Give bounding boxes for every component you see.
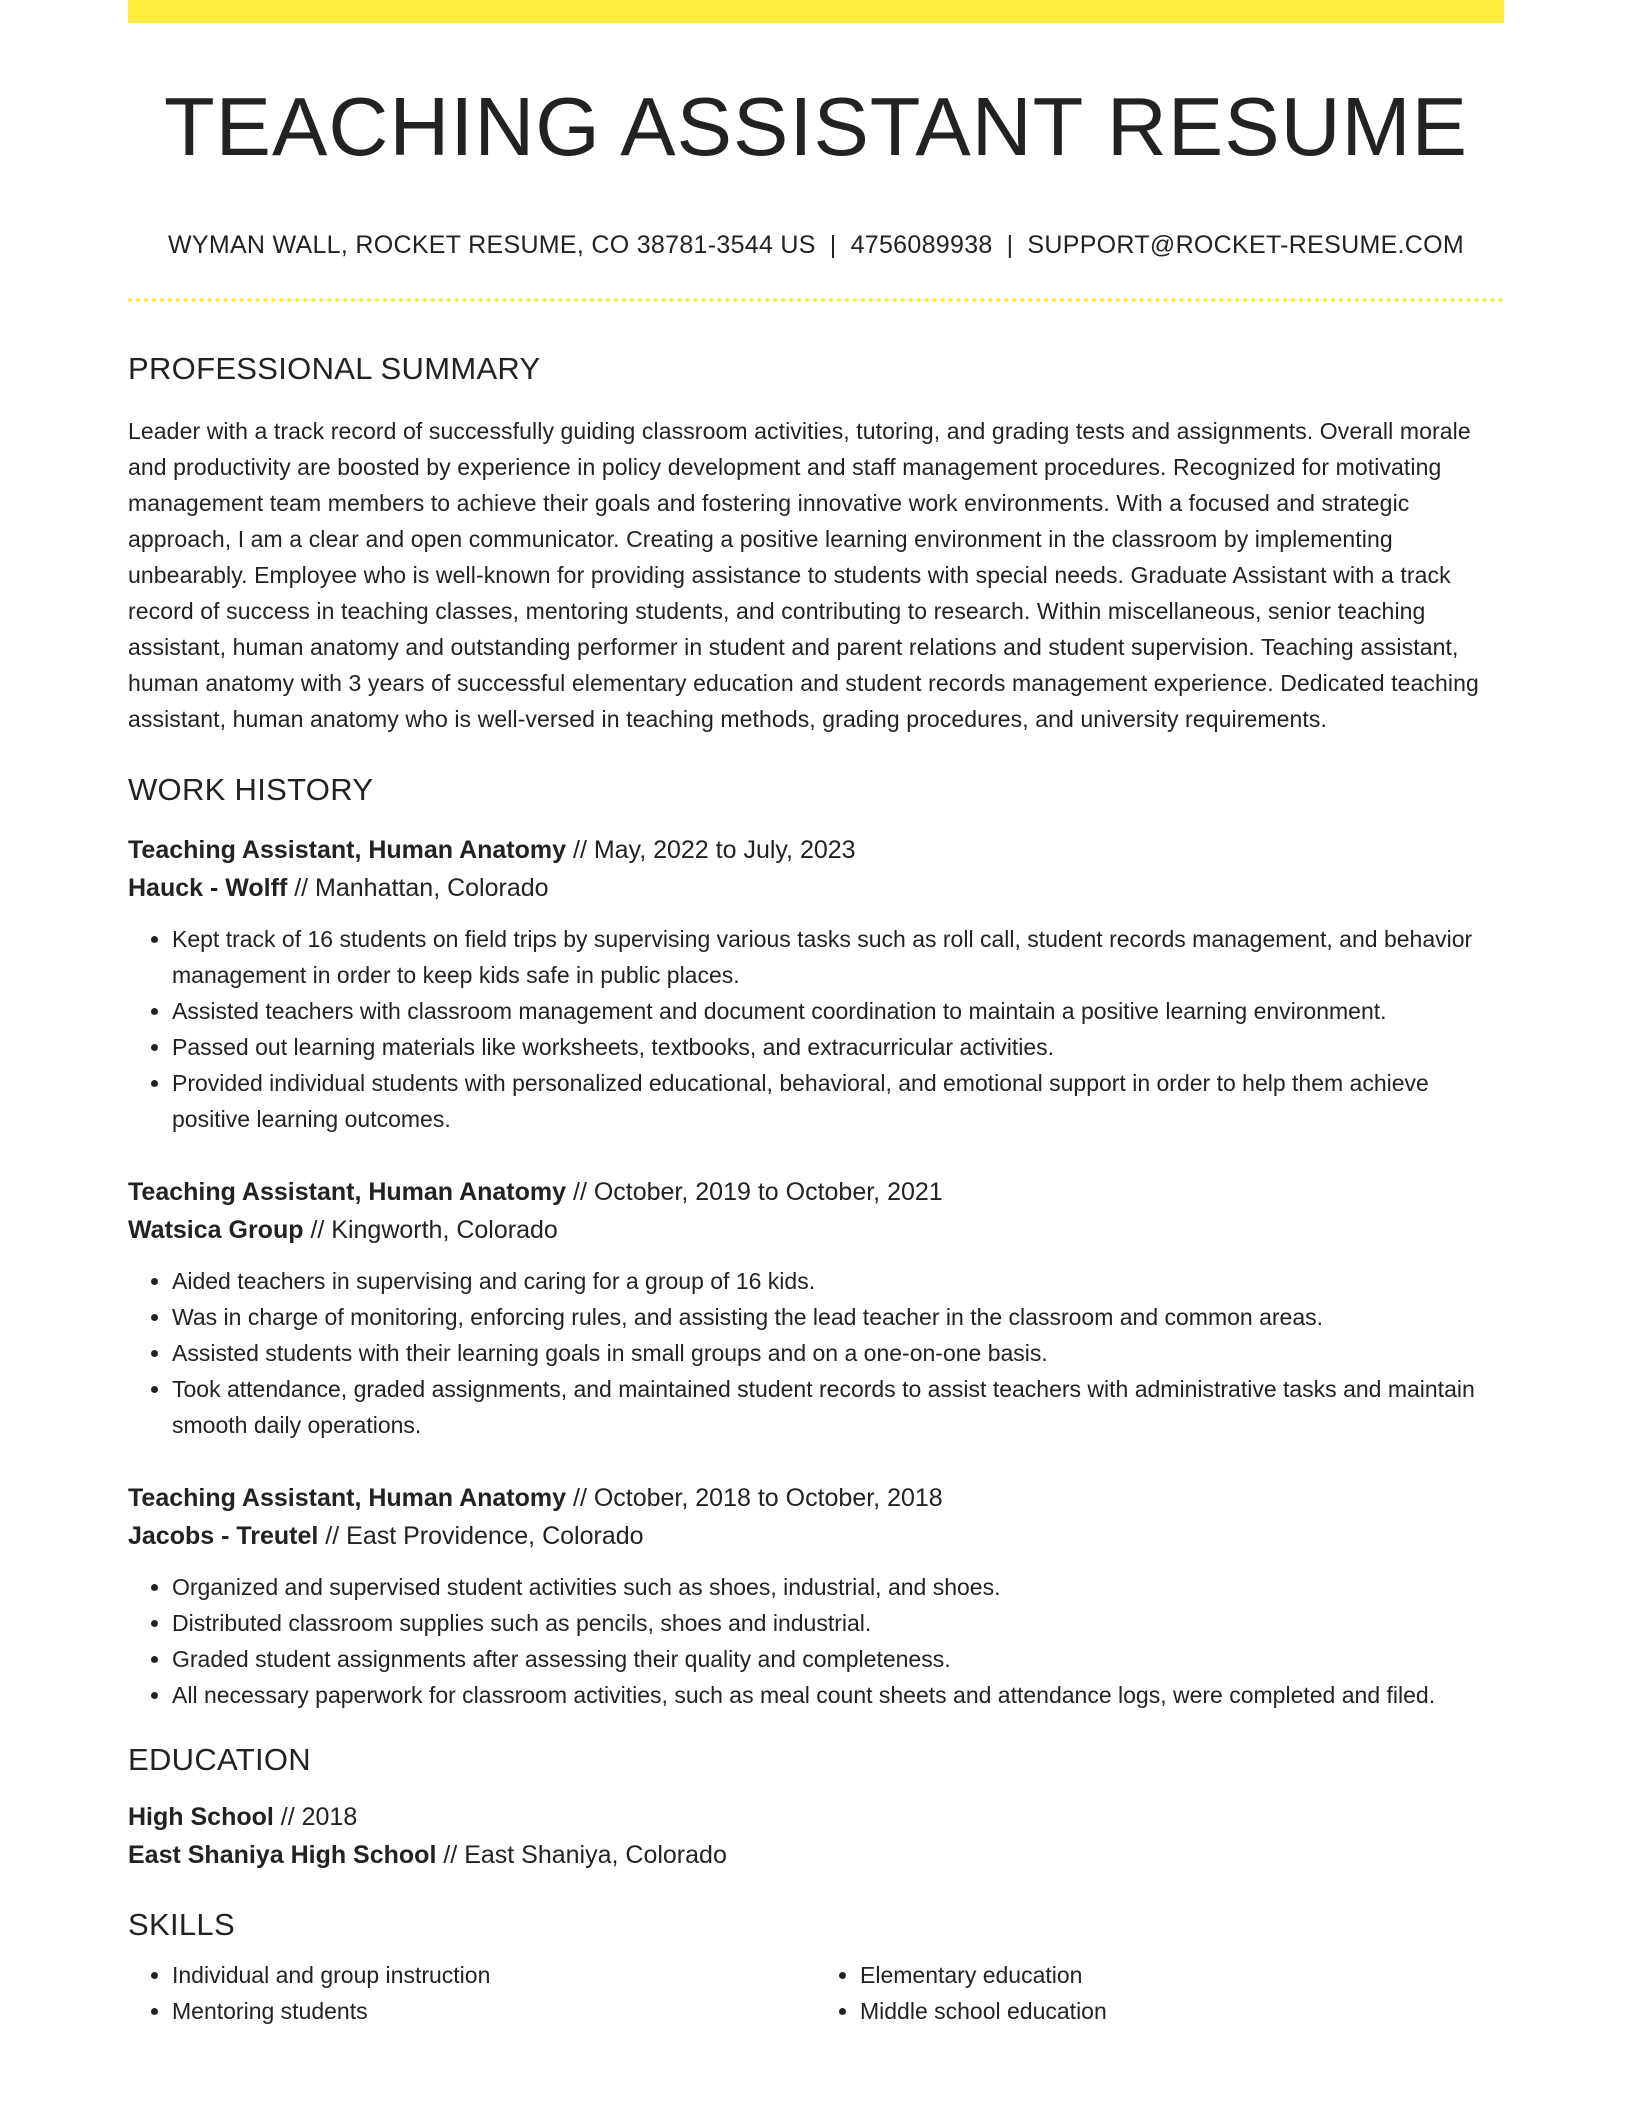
job-bullet: • Assisted teachers with classroom management and document coordination to maintain a positive learning environment.	[172, 993, 1504, 1029]
job-dates: // October, 2019 to October, 2021	[566, 1177, 943, 1206]
skills-right-column	[816, 1957, 1504, 2029]
job-bullet: • All necessary paperwork for classroom activities, such as meal count sheets and attendance logs, were completed and filed.	[172, 1677, 1504, 1713]
education-year: // 2018	[273, 1802, 358, 1831]
education-school: East Shaniya High School	[128, 1840, 437, 1869]
job-location: // Manhattan, Colorado	[287, 873, 549, 902]
job-title-line	[128, 831, 1504, 869]
job-company: Hauck - Wolff	[128, 873, 288, 902]
contact-address: WYMAN WALL, ROCKET RESUME, CO 38781-3544 US	[167, 231, 816, 260]
education-entry	[128, 1798, 1504, 1874]
skills-heading: SKILLS	[128, 1906, 235, 1942]
summary-text: Leader with a track record of successfully guiding classroom activities, tutoring, and grading tests and assignments. Overall morale and productivity are boosted by experience in policy development and staff management procedures. Recognized for motivating management team members to achieve their goals and fostering innovative work environments. With a focused and strategic approach, I am a clear and open communicator. Creating a positive learning environment in the classroom by implementing unbearably. Employee who is well-known for providing assistance to students with special needs. Graduate Assistant with a track record of success in teaching classes, mentoring students, and contributing to research. Within miscellaneous, senior teaching assistant, human anatomy and outstanding performer in student and parent relations and student supervision. Teaching assistant, human anatomy with 3 years of successful elementary education and student records management experience. Dedicated teaching assistant, human anatomy who is well-versed in teaching methods, grading procedures, and university requirements.	[128, 418, 1479, 733]
job-bullet: • Provided individual students with personalized educational, behavioral, and emotional support in order to help them achieve positive learning outcomes.	[172, 1065, 1504, 1137]
job-bullet: • Was in charge of monitoring, enforcing rules, and assisting the lead teacher in the classroom and common areas.	[172, 1299, 1504, 1335]
contact-separator: |	[1006, 231, 1014, 260]
contact-separator: |	[829, 231, 837, 260]
education-degree: High School	[128, 1802, 274, 1831]
job-title: Teaching Assistant, Human Anatomy	[128, 835, 567, 864]
skills-columns	[128, 1957, 1504, 2029]
job-company-line	[128, 869, 1504, 907]
job-bullets	[128, 1263, 1504, 1443]
summary-heading: PROFESSIONAL SUMMARY	[128, 351, 541, 387]
job-bullet: • Graded student assignments after assessing their quality and completeness.	[172, 1641, 1504, 1677]
job-dates: // May, 2022 to July, 2023	[566, 835, 856, 864]
job-location: // Kingworth, Colorado	[303, 1215, 558, 1244]
job-bullets	[128, 921, 1504, 1137]
job-bullet: • Aided teachers in supervising and caring for a group of 16 kids.	[172, 1263, 1504, 1299]
contact-phone: 4756089938	[850, 231, 993, 260]
job-company: Watsica Group	[128, 1215, 304, 1244]
job-bullet: • Kept track of 16 students on field trips by supervising various tasks such as roll call, student records management, and behavior management in order to keep kids safe in public places.	[172, 921, 1504, 993]
job-title: Teaching Assistant, Human Anatomy	[128, 1483, 567, 1512]
resume-title: TEACHING ASSISTANT RESUME	[163, 80, 1469, 173]
job-bullet: • Passed out learning materials like worksheets, textbooks, and extracurricular activities.	[172, 1029, 1504, 1065]
job-entry	[128, 831, 1504, 1137]
skill-item: • Individual and group instruction	[172, 1957, 816, 1993]
job-title-line	[128, 1173, 1504, 1211]
job-title-line	[128, 1479, 1504, 1517]
skill-item: • Elementary education	[860, 1957, 1504, 1993]
job-bullet: • Took attendance, graded assignments, and maintained student records to assist teachers with administrative tasks and maintain smooth daily operations.	[172, 1371, 1504, 1443]
job-bullets	[128, 1569, 1504, 1713]
education-degree-line	[128, 1798, 1504, 1836]
dotted-divider	[128, 298, 1504, 302]
job-title: Teaching Assistant, Human Anatomy	[128, 1177, 567, 1206]
skill-item: • Middle school education	[860, 1993, 1504, 2029]
job-entry	[128, 1173, 1504, 1443]
resume-page	[128, 0, 1504, 2029]
education-location: // East Shaniya, Colorado	[436, 1840, 727, 1869]
accent-top-bar	[128, 0, 1504, 23]
contact-email: SUPPORT@ROCKET-RESUME.COM	[1027, 231, 1465, 260]
job-bullet: • Distributed classroom supplies such as pencils, shoes and industrial.	[172, 1605, 1504, 1641]
job-company-line	[128, 1517, 1504, 1555]
job-entry	[128, 1479, 1504, 1713]
job-bullet: • Organized and supervised student activities such as shoes, industrial, and shoes.	[172, 1569, 1504, 1605]
work-history-heading: WORK HISTORY	[128, 772, 374, 808]
job-location: // East Providence, Colorado	[318, 1521, 644, 1550]
job-dates: // October, 2018 to October, 2018	[566, 1483, 943, 1512]
skills-left-column	[128, 1957, 816, 2029]
education-heading: EDUCATION	[128, 1741, 311, 1777]
education-school-line	[128, 1836, 1504, 1874]
contact-line	[128, 230, 1504, 260]
job-bullet: • Assisted students with their learning goals in small groups and on a one-on-one basis.	[172, 1335, 1504, 1371]
job-company-line	[128, 1211, 1504, 1249]
skill-item: • Mentoring students	[172, 1993, 816, 2029]
job-company: Jacobs - Treutel	[128, 1521, 319, 1550]
